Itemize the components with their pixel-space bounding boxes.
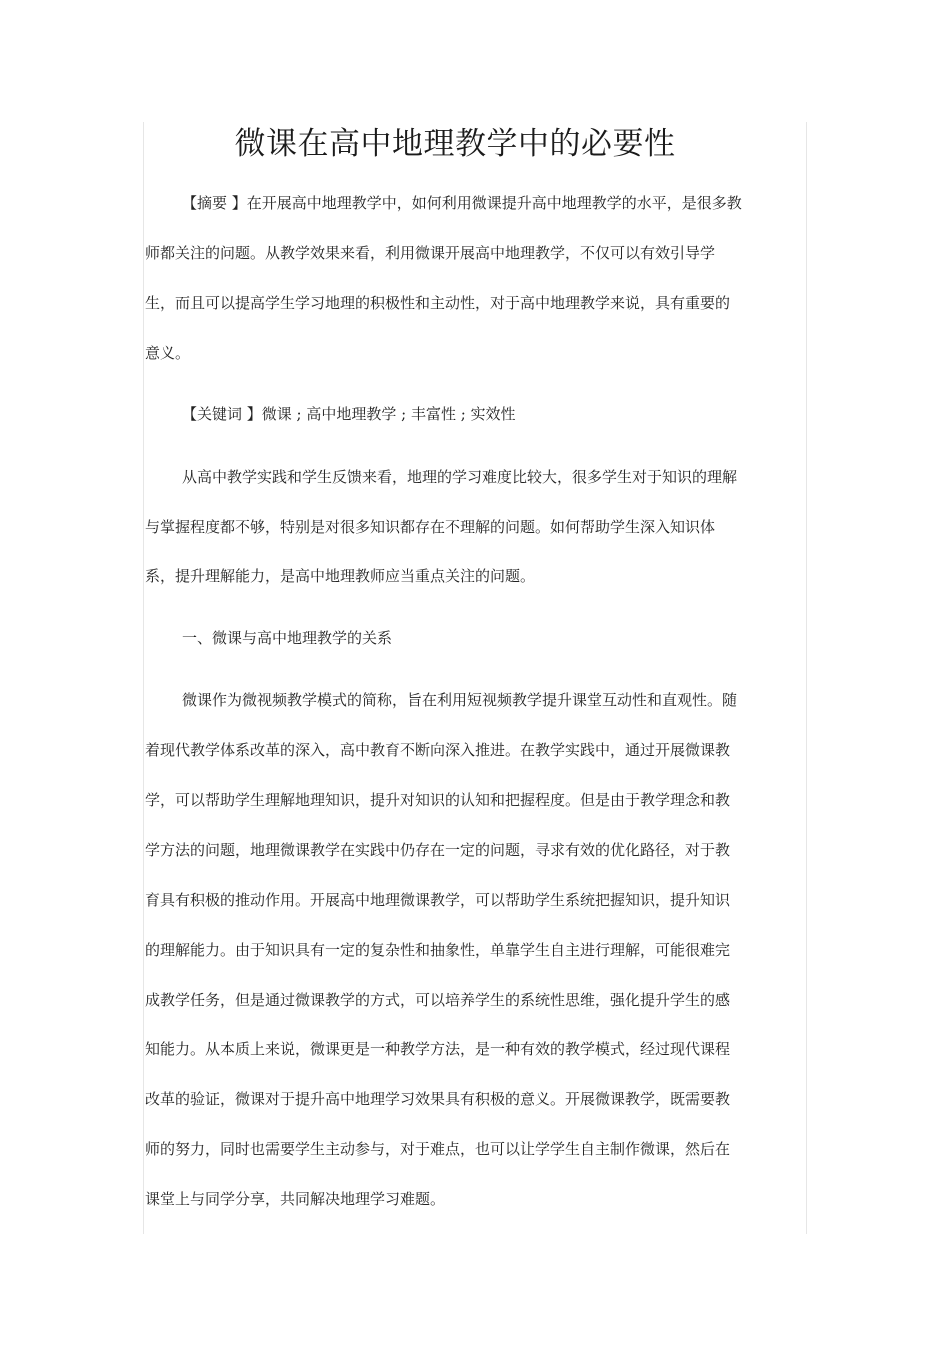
abstract-line-1: 【摘要 】在开展高中地理教学中，如何利用微课提升高中地理教学的水平，是很多教 — [182, 194, 742, 212]
body-line-1: 微课作为微视频教学模式的简称，旨在利用短视频教学提升课堂互动性和直观性。随 — [182, 691, 738, 709]
intro-line-3: 系，提升理解能力，是高中地理教师应当重点关注的问题。 — [145, 567, 536, 585]
body-line-5: 育具有积极的推动作用。开展高中地理微课教学，可以帮助学生系统把握知识，提升知识 — [145, 891, 731, 909]
section-heading: 一、微课与高中地理教学的关系 — [182, 629, 393, 647]
abstract-line-4: 意义。 — [145, 344, 191, 362]
body-line-11: 课堂上与同学分享，共同解决地理学习难题。 — [145, 1190, 446, 1208]
keywords-line: 【关键词 】微课 ; 高中地理教学 ; 丰富性 ; 实效性 — [182, 405, 516, 423]
body-line-9: 改革的验证，微课对于提升高中地理学习效果具有积极的意义。开展微课教学，既需要教 — [145, 1090, 731, 1108]
body-line-2: 着现代教学体系改革的深入，高中教育不断向深入推进。在教学实践中，通过开展微课教 — [145, 741, 731, 759]
body-line-4: 学方法的问题，地理微课教学在实践中仍存在一定的问题，寻求有效的优化路径，对于教 — [145, 841, 731, 859]
body-line-3: 学，可以帮助学生理解地理知识，提升对知识的认知和把握程度。但是由于教学理念和教 — [145, 791, 731, 809]
intro-line-2: 与掌握程度都不够，特别是对很多知识都存在不理解的问题。如何帮助学生深入知识体 — [145, 518, 716, 536]
intro-line-1: 从高中教学实践和学生反馈来看，地理的学习难度比较大，很多学生对于知识的理解 — [182, 468, 738, 486]
abstract-line-3: 生，而且可以提高学生学习地理的积极性和主动性，对于高中地理教学来说，具有重要的 — [145, 294, 731, 312]
abstract-line-2: 师都关注的问题。从教学效果来看，利用微课开展高中地理教学，不仅可以有效引导学 — [145, 244, 716, 262]
page-frame — [143, 122, 807, 1234]
body-line-8: 知能力。从本质上来说，微课更是一种教学方法，是一种有效的教学模式，经过现代课程 — [145, 1040, 731, 1058]
body-line-7: 成教学任务，但是通过微课教学的方式，可以培养学生的系统性思维，强化提升学生的感 — [145, 991, 731, 1009]
body-line-6: 的理解能力。由于知识具有一定的复杂性和抽象性，单靠学生自主进行理解，可能很难完 — [145, 941, 731, 959]
document-title: 微课在高中地理教学中的必要性 — [234, 126, 676, 162]
body-line-10: 师的努力，同时也需要学生主动参与，对于难点，也可以让学学生自主制作微课，然后在 — [145, 1140, 731, 1158]
